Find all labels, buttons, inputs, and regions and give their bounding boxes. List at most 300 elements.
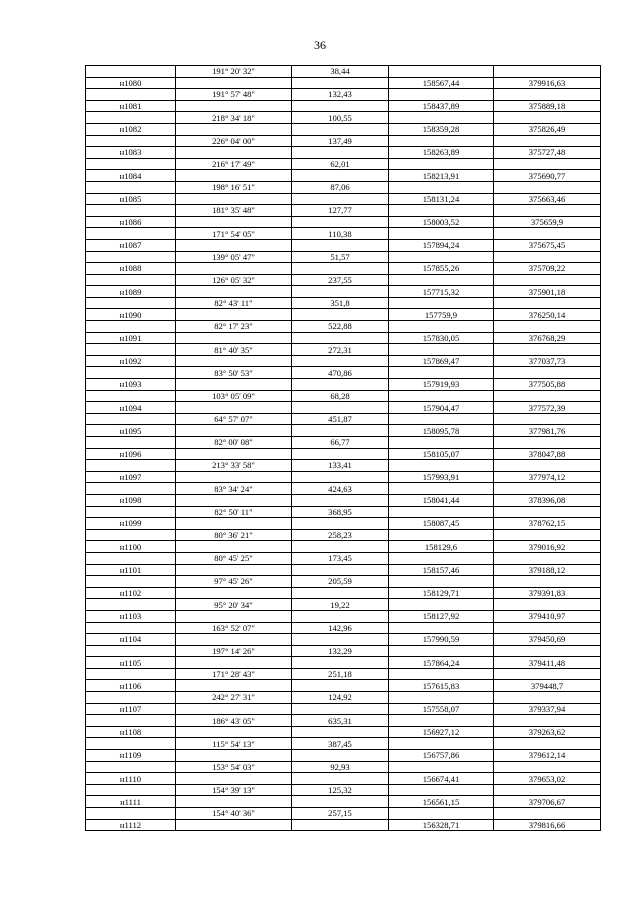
coordinate-y: 379916,63: [494, 77, 601, 89]
direction-angle: 153° 54' 03": [176, 761, 292, 773]
point-row: [86, 518, 601, 530]
empty-cell: [292, 332, 389, 344]
empty-cell: [86, 205, 176, 217]
point-row: [86, 332, 601, 344]
empty-cell: [494, 761, 601, 773]
coordinate-x: 158131,24: [389, 193, 494, 205]
empty-cell: [292, 657, 389, 669]
coordinate-y: 377037,73: [494, 355, 601, 367]
segment-length: 132,29: [292, 645, 389, 657]
point-id: н1108: [86, 726, 176, 738]
empty-cell: [389, 576, 494, 588]
empty-cell: [494, 808, 601, 820]
empty-cell: [176, 193, 292, 205]
point-row: [86, 541, 601, 553]
empty-cell: [86, 738, 176, 750]
point-row: [86, 216, 601, 228]
empty-cell: [494, 460, 601, 472]
empty-cell: [176, 541, 292, 553]
empty-cell: [292, 726, 389, 738]
empty-cell: [176, 819, 292, 831]
point-id: н1097: [86, 471, 176, 483]
point-row: [86, 402, 601, 414]
segment-length: 451,87: [292, 413, 389, 425]
segment-length: 173,45: [292, 552, 389, 564]
segment-length: 100,55: [292, 112, 389, 124]
empty-cell: [494, 483, 601, 495]
empty-cell: [86, 228, 176, 240]
segment-length: 142,96: [292, 622, 389, 634]
empty-cell: [292, 703, 389, 715]
empty-cell: [176, 425, 292, 437]
point-id: н1081: [86, 100, 176, 112]
segment-row: [86, 576, 601, 588]
empty-cell: [292, 216, 389, 228]
direction-angle: 97° 45' 26": [176, 576, 292, 588]
empty-cell: [389, 761, 494, 773]
segment-length: 87,06: [292, 181, 389, 193]
empty-cell: [389, 668, 494, 680]
point-id: н1099: [86, 518, 176, 530]
empty-cell: [86, 158, 176, 170]
segment-row: [86, 390, 601, 402]
empty-cell: [494, 506, 601, 518]
segment-row: [86, 715, 601, 727]
empty-cell: [494, 437, 601, 449]
segment-row: [86, 784, 601, 796]
coordinate-y: 375889,18: [494, 100, 601, 112]
empty-cell: [389, 158, 494, 170]
point-row: [86, 796, 601, 808]
coordinate-x: 157990,59: [389, 634, 494, 646]
segment-row: [86, 66, 601, 78]
segment-length: 368,95: [292, 506, 389, 518]
empty-cell: [86, 552, 176, 564]
direction-angle: 82° 17' 23": [176, 321, 292, 333]
direction-angle: 80° 36' 21": [176, 529, 292, 541]
empty-cell: [292, 77, 389, 89]
point-id: н1085: [86, 193, 176, 205]
empty-cell: [494, 297, 601, 309]
point-row: [86, 703, 601, 715]
segment-length: 635,31: [292, 715, 389, 727]
coordinate-y: 375675,45: [494, 239, 601, 251]
direction-angle: 218° 34' 18": [176, 112, 292, 124]
empty-cell: [86, 460, 176, 472]
empty-cell: [176, 379, 292, 391]
empty-cell: [292, 680, 389, 692]
empty-cell: [292, 402, 389, 414]
point-row: [86, 587, 601, 599]
empty-cell: [292, 239, 389, 251]
empty-cell: [86, 367, 176, 379]
empty-cell: [494, 89, 601, 101]
empty-cell: [176, 77, 292, 89]
segment-length: 522,88: [292, 321, 389, 333]
empty-cell: [86, 181, 176, 193]
empty-cell: [86, 668, 176, 680]
segment-row: [86, 89, 601, 101]
empty-cell: [292, 564, 389, 576]
point-id: н1086: [86, 216, 176, 228]
segment-length: 110,38: [292, 228, 389, 240]
empty-cell: [86, 576, 176, 588]
coordinate-x: 158129,71: [389, 587, 494, 599]
empty-cell: [292, 518, 389, 530]
segment-row: [86, 181, 601, 193]
coordinate-y: 378047,88: [494, 448, 601, 460]
empty-cell: [86, 715, 176, 727]
segment-row: [86, 251, 601, 263]
point-row: [86, 634, 601, 646]
point-id: н1093: [86, 379, 176, 391]
segment-row: [86, 645, 601, 657]
coordinate-y: 379263,62: [494, 726, 601, 738]
segment-row: [86, 692, 601, 704]
empty-cell: [292, 123, 389, 135]
empty-cell: [389, 297, 494, 309]
direction-angle: 95° 20' 34": [176, 599, 292, 611]
point-row: [86, 170, 601, 182]
point-id: н1104: [86, 634, 176, 646]
point-row: [86, 355, 601, 367]
segment-row: [86, 228, 601, 240]
segment-row: [86, 506, 601, 518]
empty-cell: [292, 610, 389, 622]
segment-row: [86, 321, 601, 333]
empty-cell: [389, 715, 494, 727]
empty-cell: [176, 471, 292, 483]
empty-cell: [176, 332, 292, 344]
point-id: н1106: [86, 680, 176, 692]
point-row: [86, 610, 601, 622]
segment-length: 19,22: [292, 599, 389, 611]
point-row: [86, 657, 601, 669]
empty-cell: [494, 668, 601, 680]
direction-angle: 197° 14' 26": [176, 645, 292, 657]
point-id: н1102: [86, 587, 176, 599]
empty-cell: [86, 344, 176, 356]
empty-cell: [389, 135, 494, 147]
direction-angle: 198° 16' 51": [176, 181, 292, 193]
direction-angle: 186° 43' 05": [176, 715, 292, 727]
empty-cell: [389, 228, 494, 240]
segment-row: [86, 274, 601, 286]
empty-cell: [86, 761, 176, 773]
segment-length: 133,41: [292, 460, 389, 472]
segment-length: 51,57: [292, 251, 389, 263]
empty-cell: [176, 123, 292, 135]
direction-angle: 126° 05' 32": [176, 274, 292, 286]
point-id: н1109: [86, 750, 176, 762]
empty-cell: [389, 692, 494, 704]
coordinate-y: 379410,97: [494, 610, 601, 622]
empty-cell: [292, 587, 389, 599]
segment-length: 62,01: [292, 158, 389, 170]
segment-row: [86, 460, 601, 472]
segment-row: [86, 344, 601, 356]
coordinate-x: 158003,52: [389, 216, 494, 228]
direction-angle: 213° 33' 58": [176, 460, 292, 472]
empty-cell: [176, 680, 292, 692]
point-row: [86, 471, 601, 483]
empty-cell: [86, 112, 176, 124]
coordinate-x: 156757,86: [389, 750, 494, 762]
point-id: н1095: [86, 425, 176, 437]
empty-cell: [292, 286, 389, 298]
coordinate-x: 157993,91: [389, 471, 494, 483]
coordinate-x: 158437,89: [389, 100, 494, 112]
segment-row: [86, 112, 601, 124]
empty-cell: [292, 100, 389, 112]
empty-cell: [389, 437, 494, 449]
point-row: [86, 819, 601, 831]
coordinate-y: 379816,66: [494, 819, 601, 831]
direction-angle: 81° 40' 35": [176, 344, 292, 356]
point-row: [86, 425, 601, 437]
point-row: [86, 123, 601, 135]
empty-cell: [86, 390, 176, 402]
coordinate-y: 378762,15: [494, 518, 601, 530]
point-id: н1088: [86, 263, 176, 275]
point-id: н1091: [86, 332, 176, 344]
empty-cell: [292, 494, 389, 506]
empty-cell: [86, 784, 176, 796]
empty-cell: [86, 89, 176, 101]
empty-cell: [86, 413, 176, 425]
coordinate-x: 157830,05: [389, 332, 494, 344]
segment-length: 237,55: [292, 274, 389, 286]
empty-cell: [494, 205, 601, 217]
empty-cell: [176, 286, 292, 298]
empty-cell: [176, 402, 292, 414]
point-id: н1082: [86, 123, 176, 135]
point-id: н1090: [86, 309, 176, 321]
coordinate-x: 158213,91: [389, 170, 494, 182]
direction-angle: 191° 57' 48": [176, 89, 292, 101]
empty-cell: [494, 367, 601, 379]
segment-length: 351,8: [292, 297, 389, 309]
empty-cell: [86, 274, 176, 286]
empty-cell: [494, 692, 601, 704]
point-id: н1087: [86, 239, 176, 251]
empty-cell: [389, 622, 494, 634]
segment-row: [86, 205, 601, 217]
coordinate-x: 158105,07: [389, 448, 494, 460]
point-row: [86, 239, 601, 251]
coordinate-x: 157759,9: [389, 309, 494, 321]
segment-length: 258,23: [292, 529, 389, 541]
coordinate-x: 156927,12: [389, 726, 494, 738]
empty-cell: [176, 216, 292, 228]
coordinate-y: 379448,7: [494, 680, 601, 692]
empty-cell: [389, 483, 494, 495]
segment-length: 92,93: [292, 761, 389, 773]
direction-angle: 226° 04' 00": [176, 135, 292, 147]
empty-cell: [292, 309, 389, 321]
empty-cell: [176, 518, 292, 530]
point-row: [86, 263, 601, 275]
segment-row: [86, 668, 601, 680]
empty-cell: [86, 297, 176, 309]
empty-cell: [389, 89, 494, 101]
segment-row: [86, 808, 601, 820]
coordinate-y: 377974,12: [494, 471, 601, 483]
empty-cell: [389, 529, 494, 541]
segment-length: 257,15: [292, 808, 389, 820]
empty-cell: [389, 808, 494, 820]
empty-cell: [176, 170, 292, 182]
point-id: н1110: [86, 773, 176, 785]
direction-angle: 171° 54' 05": [176, 228, 292, 240]
direction-angle: 154° 39' 13": [176, 784, 292, 796]
coordinate-x: 157904,47: [389, 402, 494, 414]
coordinates-table-body: [86, 66, 601, 831]
segment-length: 272,31: [292, 344, 389, 356]
coordinate-x: 158263,89: [389, 147, 494, 159]
coordinate-y: 379706,67: [494, 796, 601, 808]
direction-angle: 82° 50' 11": [176, 506, 292, 518]
segment-length: 127,77: [292, 205, 389, 217]
segment-row: [86, 367, 601, 379]
point-row: [86, 379, 601, 391]
point-row: [86, 100, 601, 112]
coordinate-y: 375709,22: [494, 263, 601, 275]
coordinate-x: 158567,44: [389, 77, 494, 89]
empty-cell: [86, 506, 176, 518]
empty-cell: [389, 181, 494, 193]
empty-cell: [176, 703, 292, 715]
empty-cell: [176, 448, 292, 460]
coordinate-x: 158359,28: [389, 123, 494, 135]
direction-angle: 64° 57' 07": [176, 413, 292, 425]
empty-cell: [494, 135, 601, 147]
coordinates-table: [85, 65, 601, 831]
empty-cell: [389, 460, 494, 472]
point-id: н1111: [86, 796, 176, 808]
empty-cell: [176, 309, 292, 321]
point-row: [86, 773, 601, 785]
empty-cell: [389, 367, 494, 379]
coordinate-y: 375727,48: [494, 147, 601, 159]
empty-cell: [176, 750, 292, 762]
empty-cell: [292, 170, 389, 182]
point-row: [86, 564, 601, 576]
point-row: [86, 309, 601, 321]
segment-row: [86, 622, 601, 634]
point-row: [86, 680, 601, 692]
coordinate-x: 158095,78: [389, 425, 494, 437]
direction-angle: 139° 05' 47": [176, 251, 292, 263]
empty-cell: [176, 564, 292, 576]
empty-cell: [292, 471, 389, 483]
segment-row: [86, 761, 601, 773]
segment-row: [86, 529, 601, 541]
empty-cell: [86, 251, 176, 263]
empty-cell: [86, 692, 176, 704]
segment-length: 387,45: [292, 738, 389, 750]
empty-cell: [176, 610, 292, 622]
empty-cell: [86, 437, 176, 449]
segment-length: 38,44: [292, 66, 389, 78]
coordinate-x: 157558,07: [389, 703, 494, 715]
point-row: [86, 147, 601, 159]
segment-length: 68,28: [292, 390, 389, 402]
segment-length: 124,92: [292, 692, 389, 704]
coordinate-x: 156674,41: [389, 773, 494, 785]
point-id: н1098: [86, 494, 176, 506]
empty-cell: [292, 193, 389, 205]
coordinate-x: 158157,46: [389, 564, 494, 576]
point-id: н1092: [86, 355, 176, 367]
segment-length: 470,86: [292, 367, 389, 379]
segment-row: [86, 599, 601, 611]
point-row: [86, 750, 601, 762]
empty-cell: [292, 425, 389, 437]
point-id: н1105: [86, 657, 176, 669]
empty-cell: [176, 773, 292, 785]
coordinate-y: 375901,18: [494, 286, 601, 298]
direction-angle: 154° 40' 36": [176, 808, 292, 820]
empty-cell: [389, 66, 494, 78]
direction-angle: 103° 05' 09": [176, 390, 292, 402]
segment-row: [86, 158, 601, 170]
direction-angle: 171° 28' 43": [176, 668, 292, 680]
empty-cell: [494, 622, 601, 634]
empty-cell: [389, 205, 494, 217]
empty-cell: [494, 251, 601, 263]
empty-cell: [389, 552, 494, 564]
direction-angle: 80° 45' 25": [176, 552, 292, 564]
coordinate-x: 158127,92: [389, 610, 494, 622]
empty-cell: [86, 321, 176, 333]
empty-cell: [86, 529, 176, 541]
point-id: н1096: [86, 448, 176, 460]
coordinate-x: 157919,93: [389, 379, 494, 391]
direction-angle: 242° 27' 31": [176, 692, 292, 704]
coordinate-x: 157715,32: [389, 286, 494, 298]
empty-cell: [389, 738, 494, 750]
point-id: н1103: [86, 610, 176, 622]
empty-cell: [494, 112, 601, 124]
empty-cell: [86, 808, 176, 820]
empty-cell: [494, 784, 601, 796]
direction-angle: 216° 17' 49": [176, 158, 292, 170]
point-id: н1080: [86, 77, 176, 89]
coordinate-x: 157864,24: [389, 657, 494, 669]
coordinate-y: 379450,69: [494, 634, 601, 646]
coordinate-y: 377505,88: [494, 379, 601, 391]
coordinate-x: 157855,26: [389, 263, 494, 275]
point-row: [86, 286, 601, 298]
empty-cell: [176, 263, 292, 275]
coordinate-y: 379612,14: [494, 750, 601, 762]
empty-cell: [494, 274, 601, 286]
direction-angle: 82° 43' 11": [176, 297, 292, 309]
empty-cell: [389, 321, 494, 333]
empty-cell: [494, 529, 601, 541]
segment-row: [86, 135, 601, 147]
coordinate-y: 377981,76: [494, 425, 601, 437]
direction-angle: 83° 34' 24": [176, 483, 292, 495]
coordinate-y: 377572,39: [494, 402, 601, 414]
coordinate-y: 376250,14: [494, 309, 601, 321]
coordinate-x: 158087,45: [389, 518, 494, 530]
empty-cell: [292, 750, 389, 762]
empty-cell: [176, 657, 292, 669]
point-id: н1107: [86, 703, 176, 715]
coordinate-y: 379653,02: [494, 773, 601, 785]
